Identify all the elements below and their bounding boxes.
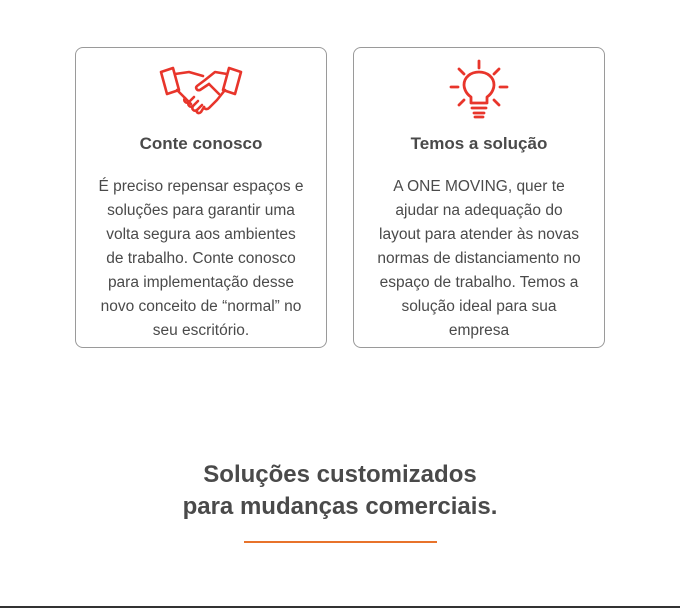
card-text-line: empresa xyxy=(448,322,510,339)
card-text-line: soluções para garantir uma xyxy=(107,202,295,219)
card-text-line: novo conceito de “normal” no xyxy=(100,298,302,315)
card-text-line: volta segura aos ambientes xyxy=(106,226,296,243)
card-text-line: É preciso repensar espaços e xyxy=(98,178,304,195)
card-title: Conte conosco xyxy=(139,134,263,153)
headline-line: para mudanças comerciais. xyxy=(182,493,498,520)
section-headline xyxy=(0,459,680,523)
contact-card xyxy=(75,47,327,348)
card-text-line: layout para atender às novas xyxy=(379,226,579,243)
card-text-line: normas de distanciamento no xyxy=(377,250,581,267)
bottom-divider xyxy=(0,606,680,608)
card-text-line: para implementação desse xyxy=(107,274,295,291)
card-description xyxy=(364,175,594,343)
headline-line: Soluções customizados xyxy=(203,461,477,488)
card-description xyxy=(86,175,316,343)
card-text-line: espaço de trabalho. Temos a xyxy=(379,274,579,291)
card-title: Temos a solução xyxy=(410,134,548,153)
card-text-line: solução ideal para sua xyxy=(401,298,557,315)
solution-card xyxy=(353,47,605,348)
card-text-line: de trabalho. Conte conosco xyxy=(106,250,296,267)
card-text-line: ajudar na adequação do xyxy=(395,202,563,219)
card-text-line: seu escritório. xyxy=(152,322,250,339)
lightbulb-icon xyxy=(354,60,604,120)
card-text-line: A ONE MOVING, quer te xyxy=(393,178,565,195)
handshake-icon xyxy=(76,60,326,120)
accent-divider xyxy=(244,541,437,543)
